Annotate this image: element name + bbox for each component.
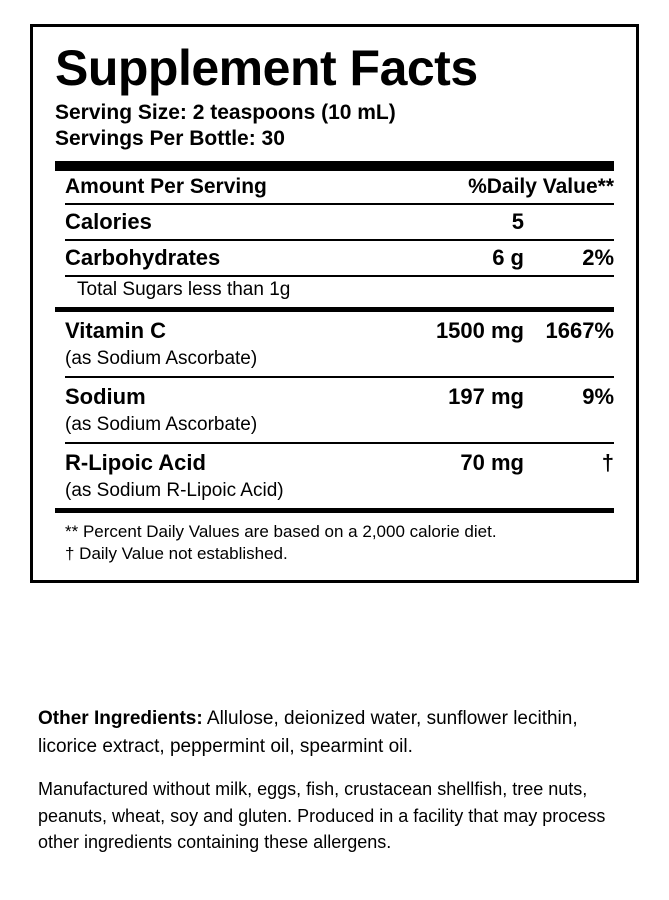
footnote-dv-not-established: † Daily Value not established.: [65, 544, 288, 564]
row-source: (as Sodium R-Lipoic Acid): [65, 479, 284, 501]
row-daily-value: 1667%: [545, 317, 614, 343]
row-amount: 70 mg: [460, 449, 524, 475]
nutrient-block-r-lipoic-acid: [55, 444, 614, 508]
row-name: Calories: [65, 208, 152, 234]
table-row: [55, 205, 614, 239]
row-name: Sodium: [65, 383, 146, 409]
serving-size: Serving Size: 2 teaspoons (10 mL): [55, 101, 396, 124]
table-row: [55, 241, 614, 275]
row-daily-value: 9%: [582, 383, 614, 409]
other-ingredients-label: Other Ingredients:: [38, 708, 203, 729]
other-ingredients-text: Allulose, deionized water, sunflower lecithin, licorice extract, peppermint oil, spearmint oil.: [38, 708, 578, 757]
panel-title: Supplement Facts: [55, 40, 478, 96]
allergen-statement: Manufactured without milk, eggs, fish, crustacean shellfish, tree nuts, peanuts, wheat, soy and gluten. Produced in a facility that may process other ingredients containing these allergens.: [38, 779, 606, 853]
row-amount: 5: [511, 208, 524, 234]
nutrient-block-vitamin-c: [55, 312, 614, 376]
total-sugars-row: Total Sugars less than 1g: [77, 278, 291, 300]
divider-thick-top: [55, 161, 614, 171]
table-header-row: [55, 171, 614, 203]
row-name: R-Lipoic Acid: [65, 449, 206, 475]
row-amount: 1500 mg: [435, 317, 524, 343]
footnotes: [55, 513, 614, 567]
supplement-facts-panel: [30, 24, 639, 583]
row-name: Carbohydrates: [65, 244, 221, 270]
daily-value-header: %Daily Value**: [468, 174, 614, 198]
row-name: Vitamin C: [65, 317, 167, 343]
row-amount: 197 mg: [448, 383, 524, 409]
row-source: (as Sodium Ascorbate): [65, 413, 258, 435]
bottom-text-block: [38, 705, 642, 856]
footnote-daily-value-basis: ** Percent Daily Values are based on a 2,000 calorie diet.: [65, 521, 497, 541]
table-row: [55, 446, 614, 480]
row-daily-value: 2%: [582, 244, 614, 270]
table-row: [55, 380, 614, 414]
row-amount: 6 g: [492, 244, 524, 270]
table-row: [55, 314, 614, 348]
amount-per-serving-header: Amount Per Serving: [65, 174, 267, 198]
row-source: (as Sodium Ascorbate): [65, 347, 258, 369]
servings-per-container: Servings Per Bottle: 30: [55, 127, 285, 151]
row-daily-value: †: [601, 449, 614, 475]
nutrient-block-sodium: [55, 378, 614, 442]
other-ingredients: [38, 705, 642, 760]
